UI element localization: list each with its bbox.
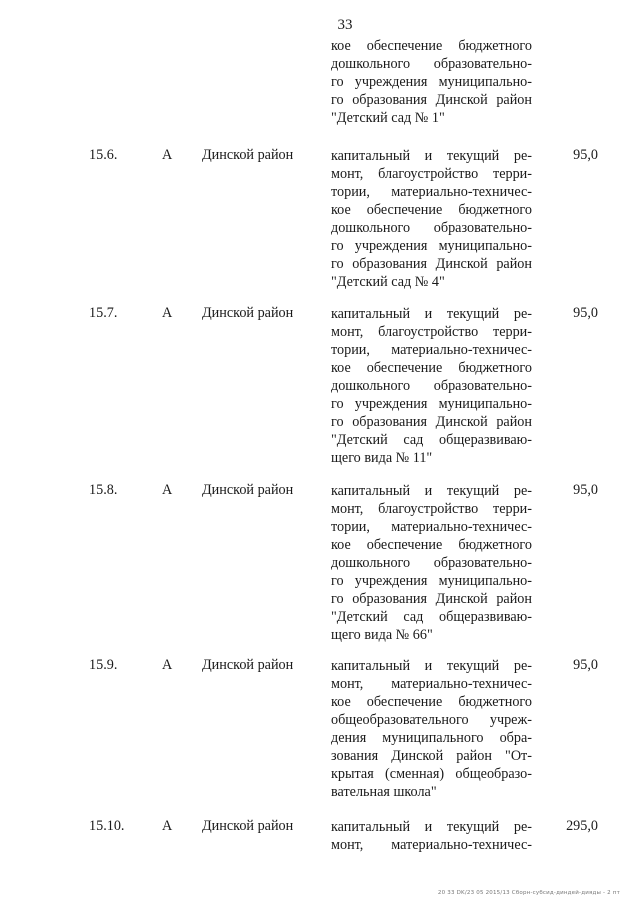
row-description <box>331 147 532 291</box>
desc-line: вательная школа" <box>331 784 437 800</box>
desc-line: дошкольного образовательно- <box>331 56 532 72</box>
desc-line: тории, материально-техничес- <box>331 519 532 535</box>
row-description <box>331 818 532 854</box>
desc-line: го образования Динской район <box>331 414 532 430</box>
footer-file-stamp: 20 33 DK/23 05 2015/13 Сборн-субсид-диндей-дияды - 2 пт <box>437 890 620 896</box>
desc-line: монт, благоустройство терри- <box>331 166 532 182</box>
row-municipality: Динской район <box>202 305 294 321</box>
desc-line: дошкольного образовательно- <box>331 220 532 236</box>
row-amount: 95,0 <box>573 305 598 321</box>
desc-line: кое обеспечение бюджетного <box>331 537 532 553</box>
row-number: 15.8. <box>89 482 118 498</box>
desc-line: "Детский сад № 4" <box>331 274 445 290</box>
desc-line: щего вида № 11" <box>331 450 433 466</box>
desc-line: кое обеспечение бюджетного <box>331 360 532 376</box>
desc-line: го образования Динской район <box>331 256 532 272</box>
row-category: А <box>162 147 173 163</box>
row-number: 15.7. <box>89 305 118 321</box>
desc-line: го учреждения муниципально- <box>331 238 532 254</box>
row-amount: 95,0 <box>573 657 598 673</box>
desc-line: тории, материально-техничес- <box>331 184 532 200</box>
desc-line: кое обеспечение бюджетного <box>331 694 532 710</box>
desc-line: щего вида № 66" <box>331 627 433 643</box>
row-municipality: Динской район <box>202 482 294 498</box>
desc-line: го образования Динской район <box>331 591 532 607</box>
desc-line: монт, благоустройство терри- <box>331 501 532 517</box>
desc-line: капитальный и текущий ре- <box>331 306 532 322</box>
row-category: А <box>162 818 173 834</box>
row-category: А <box>162 657 173 673</box>
row-amount: 95,0 <box>573 147 598 163</box>
desc-line: "Детский сад № 1" <box>331 110 445 126</box>
desc-line: дения муниципального обра- <box>331 730 532 746</box>
row-category: А <box>162 482 173 498</box>
row-municipality: Динской район <box>202 147 294 163</box>
desc-line: зования Динской район "От- <box>331 748 532 764</box>
desc-line: капитальный и текущий ре- <box>331 483 532 499</box>
row-description <box>331 305 532 467</box>
desc-line: общеобразовательного учреж- <box>331 712 532 728</box>
desc-line: дошкольного образовательно- <box>331 555 532 571</box>
desc-line: капитальный и текущий ре- <box>331 658 532 674</box>
desc-line: го учреждения муниципально- <box>331 396 532 412</box>
desc-line: дошкольного образовательно- <box>331 378 532 394</box>
row-description <box>331 657 532 801</box>
continued-description <box>331 37 532 127</box>
row-amount: 295,0 <box>566 818 598 834</box>
desc-line: "Детский сад общеразвиваю- <box>331 609 532 625</box>
row-category: А <box>162 305 173 321</box>
row-description <box>331 482 532 644</box>
row-number: 15.6. <box>89 147 118 163</box>
desc-line: капитальный и текущий ре- <box>331 148 532 164</box>
desc-line: монт, материально-техничес- <box>331 676 532 692</box>
desc-line: го образования Динской район <box>331 92 532 108</box>
desc-line: тории, материально-техничес- <box>331 342 532 358</box>
desc-line: кое обеспечение бюджетного <box>331 202 532 218</box>
row-municipality: Динской район <box>202 818 294 834</box>
row-amount: 95,0 <box>573 482 598 498</box>
desc-line: капитальный и текущий ре- <box>331 819 532 835</box>
desc-line: монт, материально-техничес- <box>331 837 532 853</box>
desc-line: крытая (сменная) общеобразо- <box>331 766 532 782</box>
page-number: 33 <box>337 17 353 33</box>
row-municipality: Динской район <box>202 657 294 673</box>
desc-line: кое обеспечение бюджетного <box>331 38 532 54</box>
row-number: 15.9. <box>89 657 118 673</box>
desc-line: го учреждения муниципально- <box>331 573 532 589</box>
desc-line: го учреждения муниципально- <box>331 74 532 90</box>
desc-line: монт, благоустройство терри- <box>331 324 532 340</box>
row-number: 15.10. <box>89 818 125 834</box>
desc-line: "Детский сад общеразвиваю- <box>331 432 532 448</box>
